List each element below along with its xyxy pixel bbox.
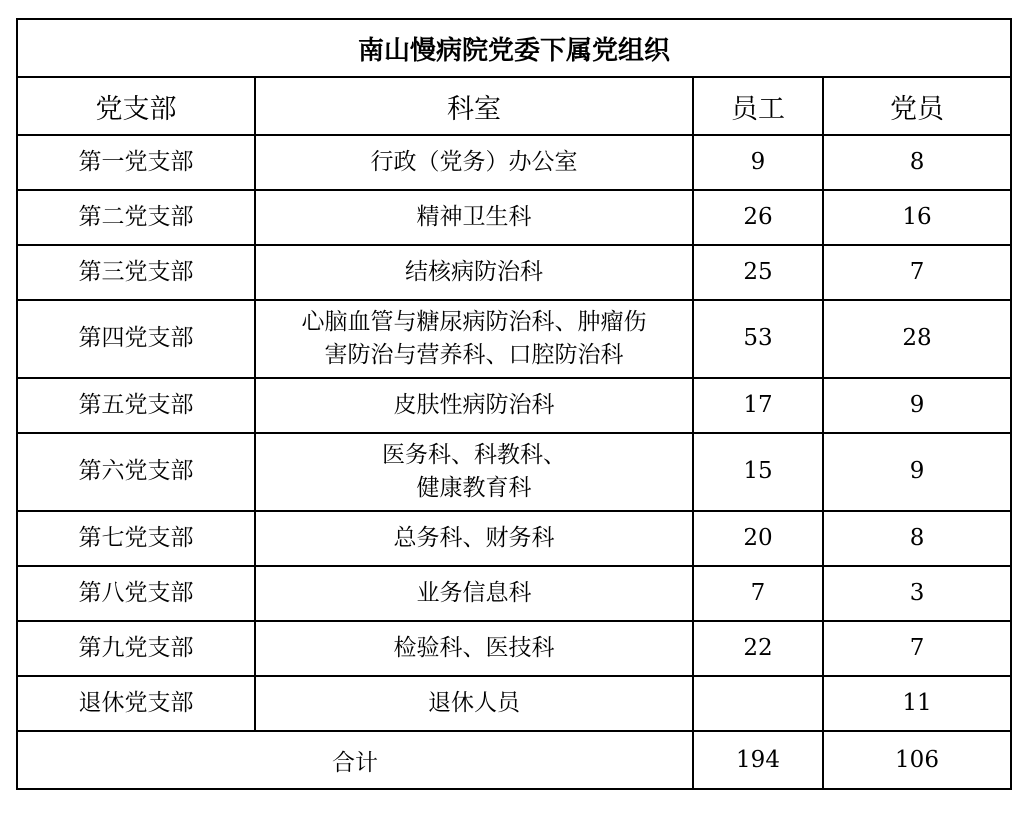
department-cell	[255, 566, 693, 621]
branch-cell: 第二党支部	[17, 190, 255, 245]
department-line: 皮肤性病防治科	[393, 391, 555, 418]
total-label: 合计	[17, 731, 693, 789]
department-line: 退休人员	[428, 689, 520, 716]
total-staff: 194	[693, 731, 823, 789]
header-branch: 党支部	[17, 77, 255, 135]
staff-count-cell: 7	[693, 566, 823, 621]
branch-cell: 第一党支部	[17, 135, 255, 190]
department-cell	[255, 190, 693, 245]
department-cell	[255, 433, 693, 511]
table-row	[17, 378, 1011, 433]
header-staff: 员工	[693, 77, 823, 135]
table-row	[17, 511, 1011, 566]
branch-cell: 第八党支部	[17, 566, 255, 621]
member-count-cell: 8	[823, 511, 1011, 566]
department-line: 检验科、医技科	[393, 634, 555, 661]
staff-count-cell: 53	[693, 300, 823, 378]
department-cell	[255, 245, 693, 300]
party-organization-table	[16, 18, 1012, 790]
member-count-cell: 28	[823, 300, 1011, 378]
total-row	[17, 731, 1011, 789]
table-header-row	[17, 77, 1011, 135]
branch-cell: 第六党支部	[17, 433, 255, 511]
table-row	[17, 621, 1011, 676]
department-line: 精神卫生科	[416, 203, 532, 230]
table-row	[17, 566, 1011, 621]
department-cell	[255, 378, 693, 433]
department-line: 结核病防治科	[405, 258, 543, 285]
member-count-cell: 16	[823, 190, 1011, 245]
staff-count-cell	[693, 676, 823, 731]
branch-cell: 第五党支部	[17, 378, 255, 433]
department-cell	[255, 676, 693, 731]
member-count-cell: 11	[823, 676, 1011, 731]
table-row	[17, 676, 1011, 731]
department-line: 行政（党务）办公室	[370, 148, 578, 175]
department-cell	[255, 621, 693, 676]
table-row	[17, 300, 1011, 378]
branch-cell: 第七党支部	[17, 511, 255, 566]
total-members: 106	[823, 731, 1011, 789]
member-count-cell: 9	[823, 433, 1011, 511]
table-title-row	[17, 19, 1011, 77]
staff-count-cell: 15	[693, 433, 823, 511]
header-members: 党员	[823, 77, 1011, 135]
department-line: 总务科、财务科	[393, 524, 555, 551]
member-count-cell: 9	[823, 378, 1011, 433]
department-line: 业务信息科	[416, 579, 532, 606]
branch-cell: 退休党支部	[17, 676, 255, 731]
staff-count-cell: 22	[693, 621, 823, 676]
staff-count-cell: 26	[693, 190, 823, 245]
staff-count-cell: 20	[693, 511, 823, 566]
staff-count-cell: 17	[693, 378, 823, 433]
staff-count-cell: 9	[693, 135, 823, 190]
table-row	[17, 190, 1011, 245]
department-line: 心脑血管与糖尿病防治科、肿瘤伤	[301, 308, 647, 335]
document-sheet	[16, 18, 1010, 818]
member-count-cell: 8	[823, 135, 1011, 190]
department-cell	[255, 511, 693, 566]
member-count-cell: 3	[823, 566, 1011, 621]
member-count-cell: 7	[823, 245, 1011, 300]
department-cell	[255, 135, 693, 190]
department-line: 害防治与营养科、口腔防治科	[324, 342, 624, 368]
member-count-cell: 7	[823, 621, 1011, 676]
department-cell	[255, 300, 693, 378]
department-line: 健康教育科	[416, 475, 532, 501]
table-row	[17, 245, 1011, 300]
branch-cell: 第四党支部	[17, 300, 255, 378]
table-title: 南山慢病院党委下属党组织	[17, 19, 1011, 77]
department-line: 医务科、科教科、	[382, 441, 566, 468]
branch-cell: 第三党支部	[17, 245, 255, 300]
header-department: 科室	[255, 77, 693, 135]
table-row	[17, 433, 1011, 511]
staff-count-cell: 25	[693, 245, 823, 300]
branch-cell: 第九党支部	[17, 621, 255, 676]
table-row	[17, 135, 1011, 190]
